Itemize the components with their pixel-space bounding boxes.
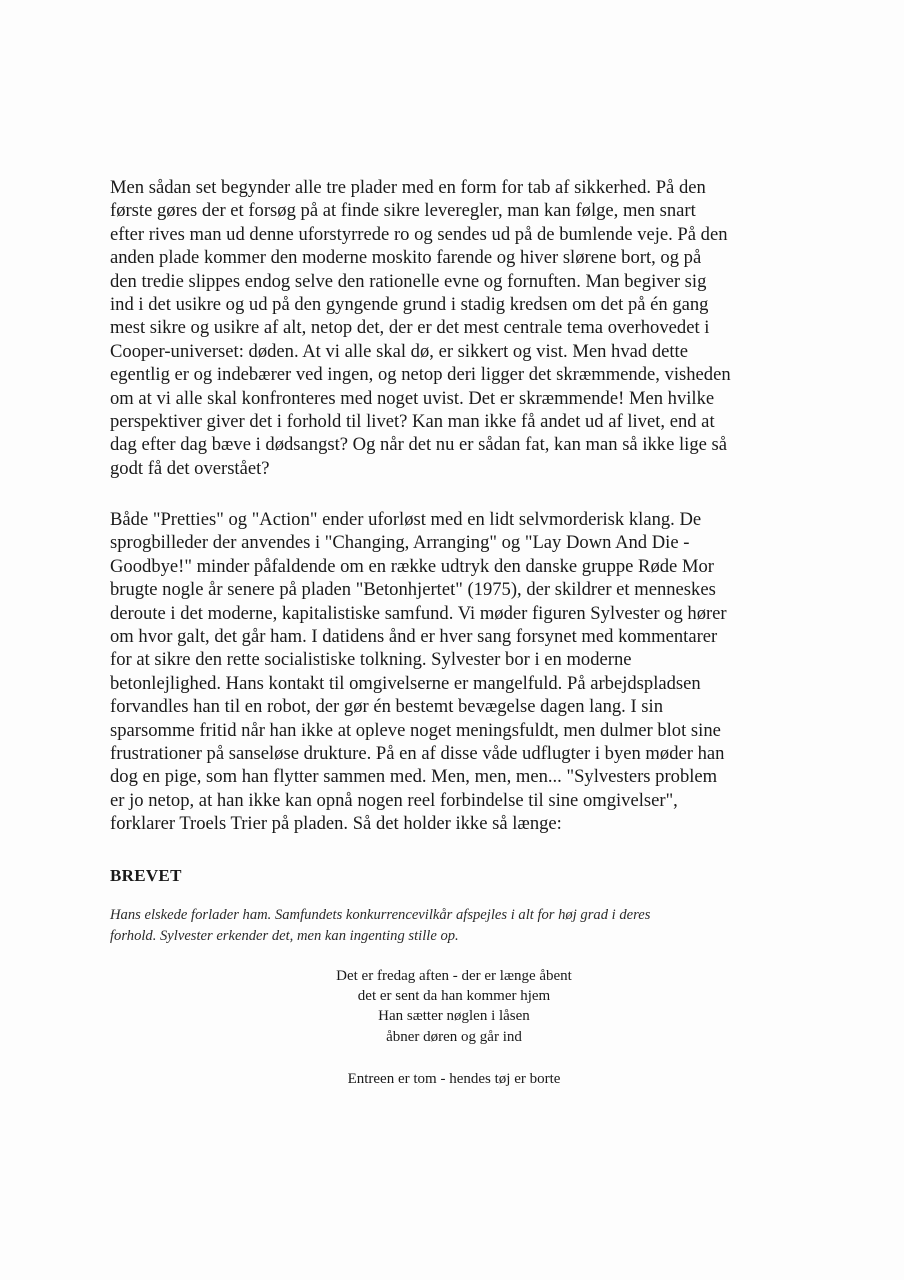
lyric-line: Entreen er tom - hendes tøj er borte xyxy=(347,1070,561,1087)
lyric-line: Han sætter nøglen i låsen xyxy=(378,1008,530,1025)
paragraph-line: dag efter dag bæve i dødsangst? Og når det nu er sådan fat, kan man så ikke lige så xyxy=(110,434,728,456)
lyric-line: Det er fredag aften - der er længe åbent xyxy=(336,968,572,984)
paragraph-line: forvandles han til en robot, der gør én bestemt bevægelse dagen lang. I sin xyxy=(110,696,664,718)
paragraph-line: ind i det usikre og ud på den gyngende grund i stadig kredsen om det på én gang xyxy=(110,294,709,316)
intro-line: forhold. Sylvester erkender det, men kan ingenting stille op. xyxy=(110,928,459,944)
lyric-line: åbner døren og går ind xyxy=(386,1028,522,1045)
paragraph-line: er jo netop, at han ikke kan opnå nogen reel forbindelse til sine omgivelser", xyxy=(110,789,678,811)
paragraph-line: Cooper-universet: døden. At vi alle skal dø, er sikkert og vist. Men hvad dette xyxy=(110,340,688,362)
paragraph-line: Men sådan set begynder alle tre plader med en form for tab af sikkerhed. På den xyxy=(110,177,706,198)
paragraph-line: første gøres der et forsøg på at finde sikre leveregler, man kan følge, men snart xyxy=(110,200,696,222)
song-lyrics xyxy=(254,966,654,1089)
intro-line: Hans elskede forlader ham. Samfundets konkurrencevilkår afspejles i alt for høj grad i deres xyxy=(110,907,651,923)
paragraph-line: frustrationer på sanseløse drukture. På en af disse våde udflugter i byen møder han xyxy=(110,743,725,765)
paragraph-line: betonlejlighed. Hans kontakt til omgivelserne er mangelfuld. På arbejdspladsen xyxy=(110,672,701,694)
paragraph-line: Goodbye!" minder påfaldende om en række udtryk den danske gruppe Røde Mor xyxy=(110,555,714,577)
body-paragraph-2 xyxy=(110,508,810,836)
body-paragraph-1 xyxy=(110,176,810,480)
paragraph-line: godt få det overstået? xyxy=(110,457,270,479)
paragraph-line: dog en pige, som han flytter sammen med. Men, men, men... "Sylvesters problem xyxy=(110,766,718,788)
paragraph-line: om hvor galt, det går ham. I datidens ånd er hver sang forsynet med kommentarer xyxy=(110,626,718,648)
paragraph-line: Både "Pretties" og "Action" ender uforløst med en lidt selvmorderisk klang. De xyxy=(110,509,702,530)
paragraph-line: om at vi alle skal konfronteres med noget uvist. Det er skræmmende! Men hvilke xyxy=(110,387,715,409)
song-intro xyxy=(110,905,810,947)
paragraph-line: sprogbilleder der anvendes i "Changing, Arranging" og "Lay Down And Die - xyxy=(110,532,690,554)
paragraph-line: brugte nogle år senere på pladen "Betonhjertet" (1975), der skildrer et menneskes xyxy=(110,579,716,601)
paragraph-line: sparsomme fritid når han ikke at opleve noget meningsfuldt, men dulmer blot sine xyxy=(110,719,721,741)
paragraph-line: for at sikre den rette socialistiske tolkning. Sylvester bor i en moderne xyxy=(110,649,632,671)
paragraph-line: egentlig er og indebærer ved ingen, og netop deri ligger det skræmmende, visheden xyxy=(110,364,731,386)
paragraph-line: deroute i det moderne, kapitalistiske samfund. Vi møder figuren Sylvester og hører xyxy=(110,602,727,624)
lyric-line: det er sent da han kommer hjem xyxy=(357,988,551,1005)
paragraph-line: anden plade kommer den moderne moskito farende og hiver slørene bort, og på xyxy=(110,247,702,269)
paragraph-line: mest sikre og usikre af alt, netop det, der er det mest centrale tema overhovedet i xyxy=(110,317,710,339)
paragraph-line: den tredie slippes endog selve den rationelle evne og fornuften. Man begiver sig xyxy=(110,270,707,292)
paragraph-line: efter rives man ud denne uforstyrrede ro og sendes ud på de bumlende veje. På den xyxy=(110,223,728,245)
stanza-break xyxy=(254,1047,654,1069)
section-heading: BREVET xyxy=(110,866,182,885)
paragraph-line: forklarer Troels Trier på pladen. Så det holder ikke så længe: xyxy=(110,813,562,835)
paragraph-line: perspektiver giver det i forhold til livet? Kan man ikke få andet ud af livet, end at xyxy=(110,411,715,433)
